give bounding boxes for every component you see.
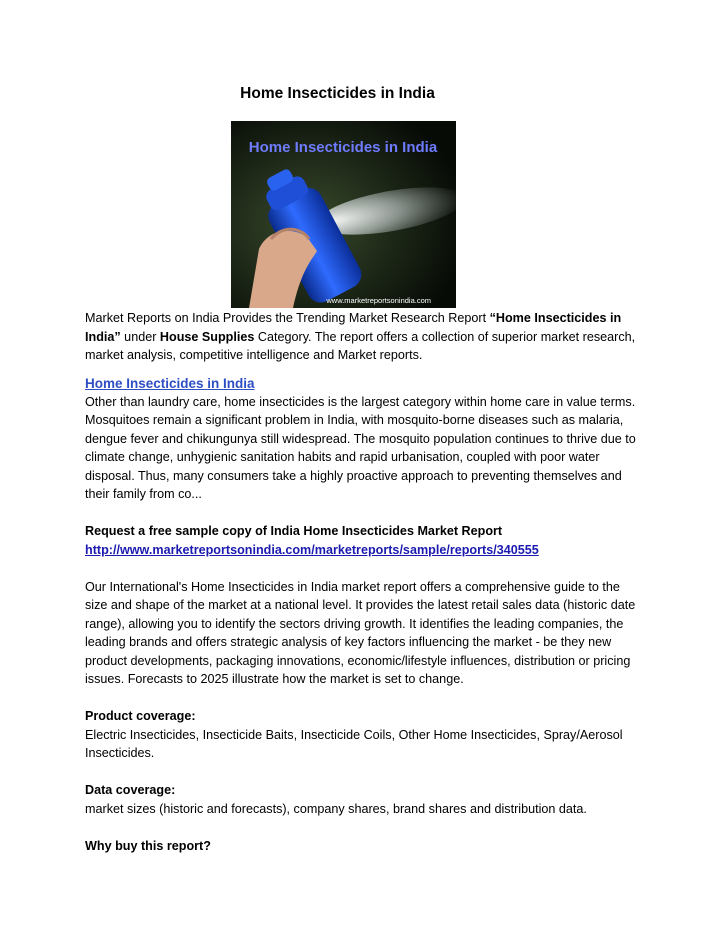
sample-report-link[interactable]: http://www.marketreportsonindia.com/marketreports/sample/reports/340555 [85,542,539,557]
category-bold: House Supplies [159,329,255,344]
product-coverage-heading: Product coverage: [85,709,196,723]
product-coverage-text: Electric Insecticides, Insecticide Baits, Insecticide Coils, Other Home Insecticides, Spray/Aerosol Insecticides. [85,727,623,760]
why-buy-heading: Why buy this report? [85,838,211,853]
report-title-bold: “Home Insecticides in India” [85,311,622,344]
overview-paragraph: Our International's Home Insecticides in India market report offers a comprehensive guide to the size and shape of the market at a national level. It provides the latest retail sales data (historic date range), allowing you to identify the sectors driving growth. It identifies the leading companies, the leading brands and offers strategic analysis of key factors influencing the market - be they new product developments, packaging innovations, economic/lifestyle influences, distribution or pricing issues. Forecasts to 2025 illustrate how the market is set to change. [85,579,636,686]
section-heading-link[interactable]: Home Insecticides in India [85,375,255,391]
intro-paragraph: Market Reports on India Provides the Trending Market Research Report “Home Insecticides in India” under House Supplies Category. The report offers a collection of superior market research, market analysis, competitive intelligence and Market reports. [85,311,636,362]
hero-banner-text: Home Insecticides in India [248,139,438,156]
data-coverage-heading: Data coverage: [85,783,176,797]
hero-watermark: www.marketreportsonindia.com [326,296,431,305]
hero-image [231,121,456,308]
sample-request-label: Request a free sample copy of India Home Insecticides Market Report [85,524,503,538]
article-body [85,309,645,855]
data-coverage-text: market sizes (historic and forecasts), company shares, brand shares and distribution data. [85,801,587,816]
page-title: Home Insecticides in India [240,85,435,102]
section-body: Other than laundry care, home insecticides is the largest category within home care in value terms. Mosquitoes remain a significant problem in India, with mosquito-borne diseases such as malaria, dengue fever and chikungunya still widespread. The mosquito population continues to thrive due to climate change, unhygienic sanitation habits and rapid urbanisation, coupled with poor water disposal. Thus, many consumers take a highly proactive approach to preventing themselves and their family from co... [85,394,636,501]
